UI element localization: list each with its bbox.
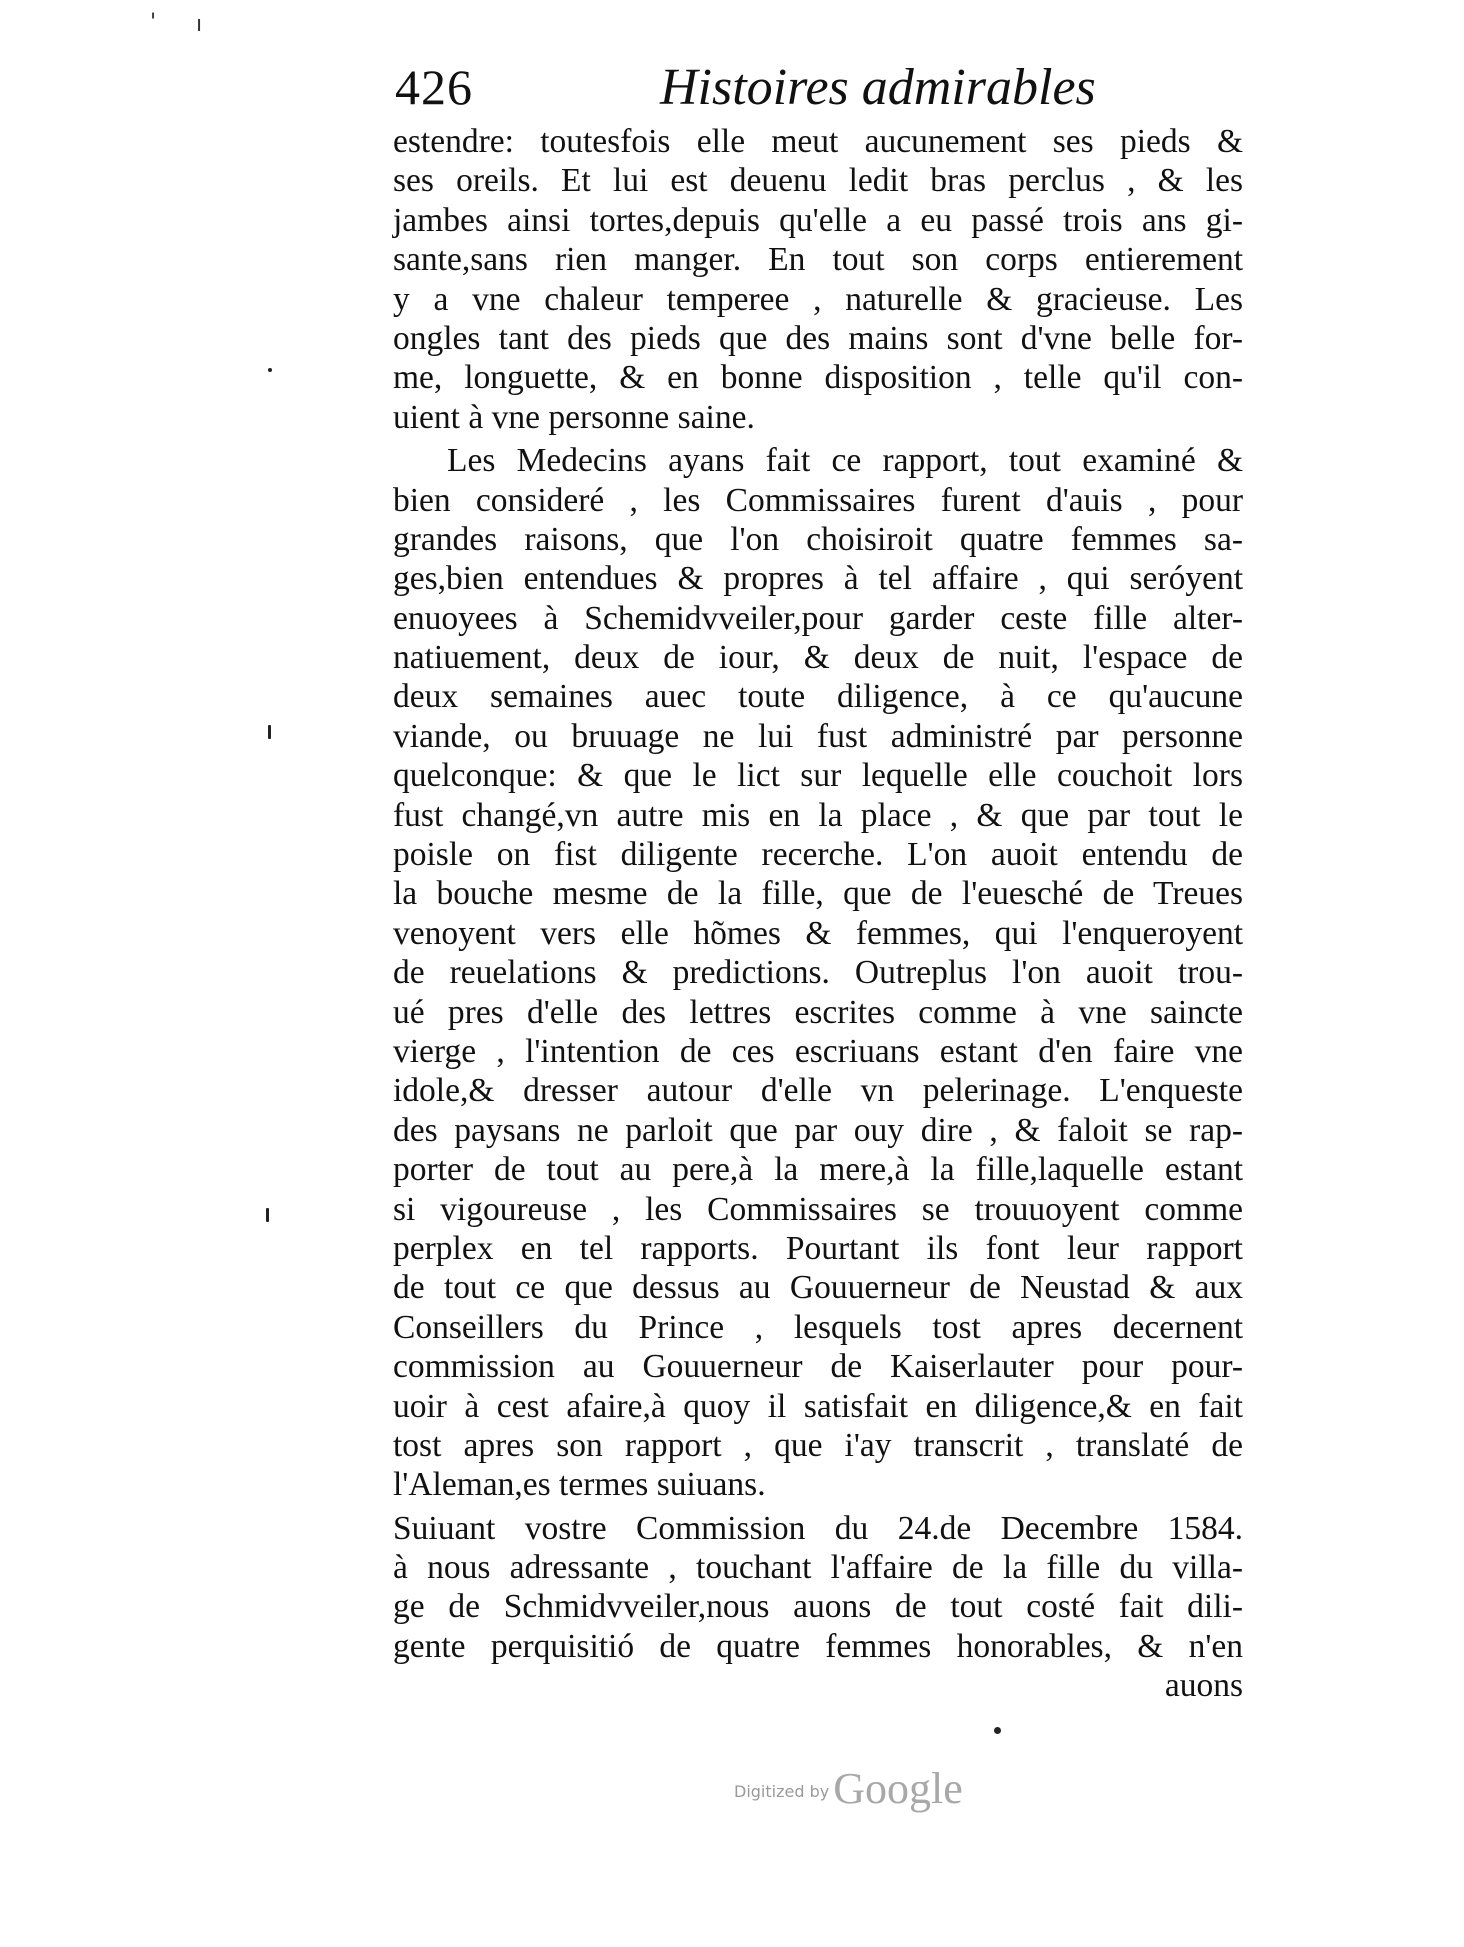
text-line: des paysans ne parloit que par ouy dire , & faloit se rap- xyxy=(393,1111,1243,1149)
text-line: deux semaines auec toute diligence, à ce qu'aucune xyxy=(393,678,1243,716)
text-line: tost apres son rapport , que i'ay transcrit , translaté de xyxy=(393,1426,1243,1464)
text-line: ge de Schmidvveiler,nous auons de tout costé fait dili- xyxy=(393,1588,1243,1626)
text-line: ué pres d'elle des lettres escrites comme à vne saincte xyxy=(393,993,1243,1031)
text-line: ges,bien entendues & propres à tel affaire , qui seróyent xyxy=(393,560,1243,598)
text-line: grandes raisons, que l'on choisiroit quatre femmes sa- xyxy=(393,520,1243,558)
page-number: 426 xyxy=(395,59,473,115)
text-line: vierge , l'intention de ces escriuans estant d'en faire vne xyxy=(393,1032,1243,1070)
text-line: viande, ou bruuage ne lui fust administré par personne xyxy=(393,717,1243,755)
text-line: poisle on fist diligente recerche. L'on auoit entendu de xyxy=(393,836,1243,874)
text-line: y a vne chaleur temperee , naturelle & gracieuse. Les xyxy=(393,280,1243,318)
text-line: fust changé,vn autre mis en la place , & que par tout le xyxy=(393,796,1243,834)
margin-speck xyxy=(268,368,272,372)
text-line: jambes ainsi tortes,depuis qu'elle a eu passé trois ans gi- xyxy=(393,201,1243,239)
text-line: bien consideré , les Commissaires furent d'auis , pour xyxy=(393,481,1243,519)
catchword: auons xyxy=(1164,1667,1243,1705)
text-line: de tout ce que dessus au Gouuerneur de Neustad & aux xyxy=(393,1269,1243,1307)
google-watermark xyxy=(734,1763,963,1814)
text-line: la bouche mesme de la fille, que de l'euesché de Treues xyxy=(393,875,1243,913)
text-line: de reuelations & predictions. Outreplus l'on auoit trou- xyxy=(393,954,1243,992)
text-line: sante,sans rien manger. En tout son corps entierement xyxy=(393,241,1243,279)
margin-speck xyxy=(266,1208,269,1222)
running-title: Histoires admirables xyxy=(660,59,1096,116)
text-line: Suiuant vostre Commission du 24.de Decembre 1584. xyxy=(393,1509,1243,1547)
stray-mark: ı xyxy=(196,12,203,37)
text-line: porter de tout au pere,à la mere,à la fille,laquelle estant xyxy=(393,1151,1243,1189)
text-line: commission au Gouuerneur de Kaiserlauter pour pour- xyxy=(393,1348,1243,1386)
google-logo: Google xyxy=(833,1764,963,1813)
text-line: ses oreils. Et lui est deuenu ledit bras perclus , & les xyxy=(393,162,1243,200)
page-header xyxy=(395,58,1255,122)
text-line: si vigoureuse , les Commissaires se trouuoyent comme xyxy=(393,1190,1243,1228)
text-line: gente perquisitió de quatre femmes honorables, & n'en xyxy=(393,1627,1243,1665)
text-line: perplex en tel rapports. Pourtant ils font leur rapport xyxy=(393,1229,1243,1267)
text-line: venoyent vers elle hõmes & femmes, qui l'enqueroyent xyxy=(393,914,1243,952)
text-line: natiuement, deux de iour, & deux de nuit, l'espace de xyxy=(393,639,1243,677)
text-line: Les Medecins ayans fait ce rapport, tout examiné & xyxy=(447,442,1243,480)
text-line: uient à vne personne saine. xyxy=(393,398,755,436)
paragraph-1 xyxy=(393,122,1243,437)
text-line: quelconque: & que le lict sur lequelle elle couchoit lors xyxy=(393,757,1243,795)
ink-dot xyxy=(994,1727,1001,1734)
paragraph-2 xyxy=(393,441,1243,1505)
text-line: uoir à cest afaire,à quoy il satisfait en diligence,& en fait xyxy=(393,1387,1243,1425)
stray-mark: ' xyxy=(150,10,157,35)
text-line: Conseillers du Prince , lesquels tost apres decernent xyxy=(393,1308,1243,1346)
text-line: enuoyees à Schemidvveiler,pour garder ceste fille alter- xyxy=(393,599,1243,637)
text-line: estendre: toutesfois elle meut aucunement ses pieds & xyxy=(393,123,1243,160)
paragraph-3 xyxy=(393,1509,1243,1667)
text-line: à nous adressante , touchant l'affaire de la fille du villa- xyxy=(393,1549,1243,1587)
text-line: idole,& dresser autour d'elle vn pelerinage. L'enqueste xyxy=(393,1072,1243,1110)
margin-speck xyxy=(268,725,271,739)
text-line: ongles tant des pieds que des mains sont d'vne belle for- xyxy=(393,319,1243,357)
body-text xyxy=(393,122,1243,1706)
text-line: me, longuette, & en bonne disposition , telle qu'il con- xyxy=(393,359,1243,397)
watermark-prefix: Digitized by xyxy=(734,1782,830,1801)
text-line: l'Aleman,es termes suiuans. xyxy=(393,1466,766,1504)
